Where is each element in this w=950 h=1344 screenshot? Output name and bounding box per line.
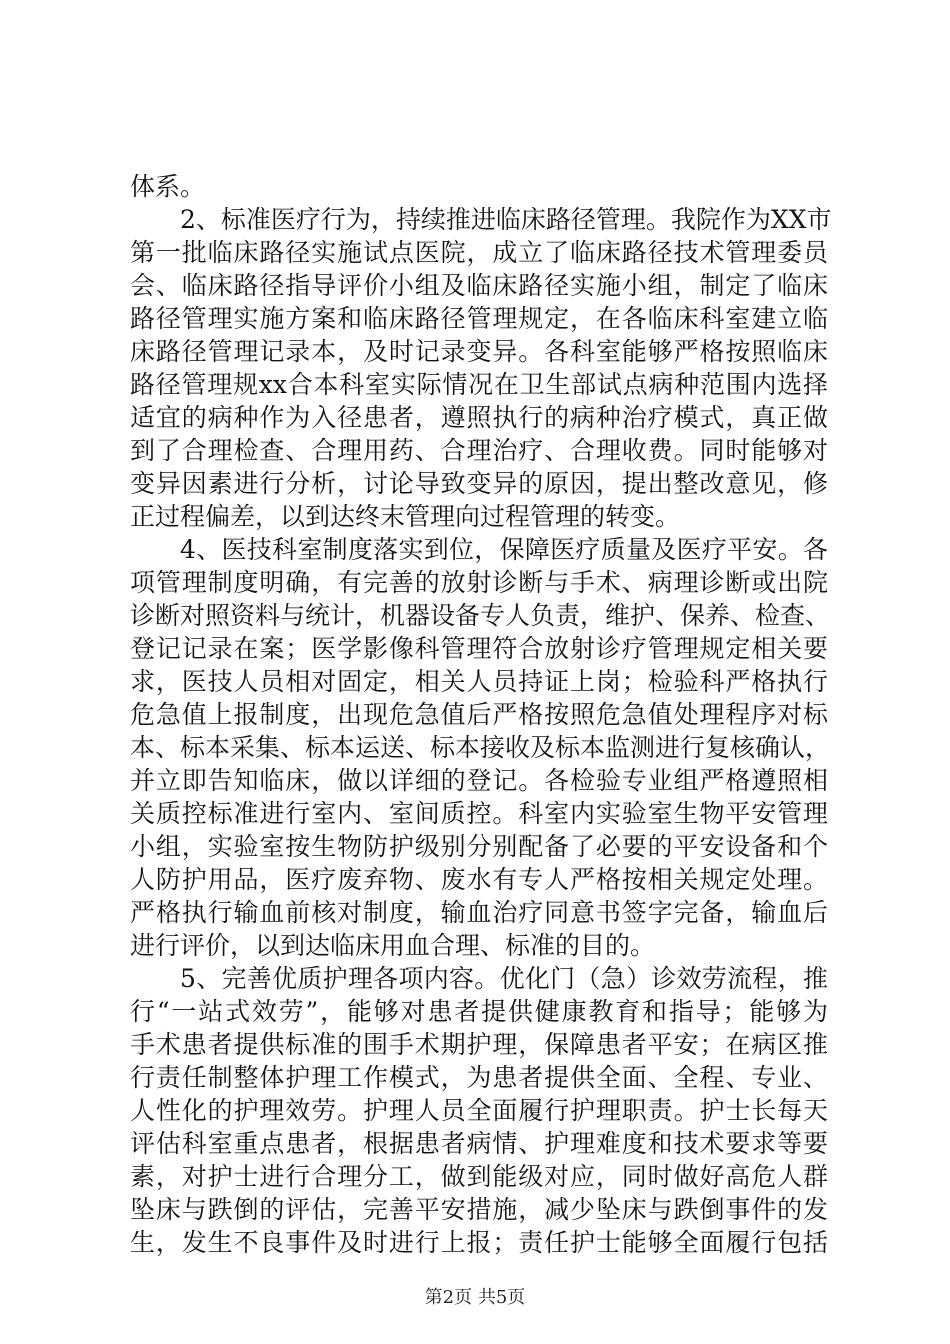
- text-line: 并立即告知临床，做以详细的登记。各检验专业组严格遵照相: [130, 766, 828, 795]
- text-line: 变异因素进行分析，讨论导致变异的原因，提出整改意见，修: [130, 469, 828, 498]
- text-line: 路径管理实施方案和临床路径管理规定，在各临床科室建立临: [130, 304, 828, 333]
- text-line: 素，对护士进行合理分工，做到能级对应，同时做好高危人群: [130, 1162, 828, 1191]
- text-line: 项管理制度明确，有完善的放射诊断与手术、病理诊断或出院: [130, 568, 828, 597]
- page-footer: [0, 1286, 950, 1310]
- text-line: 登记记录在案；医学影像科管理符合放射诊疗管理规定相关要: [130, 634, 828, 663]
- text-line: 会、临床路径指导评价小组及临床路径实施小组，制定了临床: [130, 271, 828, 300]
- text-line: 到了合理检查、合理用药、合理治疗、合理收费。同时能够对: [130, 436, 828, 465]
- text-line: 2、标准医疗行为，持续推进临床路径管理。我院作为XX市: [180, 205, 832, 234]
- text-line: 人性化的护理效劳。护理人员全面履行护理职责。护士长每天: [130, 1096, 828, 1125]
- text-line: 行责任制整体护理工作模式，为患者提供全面、全程、专业、: [130, 1063, 828, 1092]
- text-line: 正过程偏差，以到达终末管理向过程管理的转变。: [130, 502, 681, 531]
- document-body: [130, 170, 832, 1259]
- text-line: 进行评价，以到达临床用血合理、标准的目的。: [130, 931, 656, 960]
- text-line: 适宜的病种作为入径患者，遵照执行的病种治疗模式，真正做: [130, 403, 828, 432]
- paragraph-medical-technology: [130, 533, 831, 962]
- text-line: 路径管理规xx合本科室实际情况在卫生部试点病种范围内选择: [130, 370, 828, 399]
- paragraph-continued: [130, 170, 828, 203]
- text-line: 人防护用品，医疗废弃物、废水有专人严格按相关规定处理。: [130, 865, 828, 894]
- text-line: 小组，实验室按生物防护级别分别配备了必要的平安设备和个: [130, 832, 828, 861]
- text-line: 生，发生不良事件及时进行上报；责任护士能够全面履行包括: [130, 1228, 828, 1257]
- text-line: 严格执行输血前核对制度，输血治疗同意书签字完备，输血后: [130, 898, 828, 927]
- text-line: 床路径管理记录本，及时记录变异。各科室能够严格按照临床: [130, 337, 828, 366]
- text-line: 诊断对照资料与统计，机器设备专人负责，维护、保养、检查、: [130, 601, 831, 630]
- text-line: 手术患者提供标准的围手术期护理，保障患者平安；在病区推: [130, 1030, 828, 1059]
- text-line: 危急值上报制度，出现危急值后严格按照危急值处理程序对标: [130, 700, 828, 729]
- text-line: 关质控标准进行室内、室间质控。科室内实验室生物平安管理: [130, 799, 828, 828]
- text-line: 求，医技人员相对固定，相关人员持证上岗；检验科严格执行: [130, 667, 828, 696]
- text-line: 行“一站式效劳”，能够对患者提供健康教育和指导；能够为: [130, 997, 828, 1026]
- text-line: 第一批临床路径实施试点医院，成立了临床路径技术管理委员: [130, 238, 828, 267]
- paragraph-nursing-care: [130, 962, 828, 1259]
- text-line: 坠床与跌倒的评估，完善平安措施，减少坠床与跌倒事件的发: [130, 1195, 828, 1224]
- text-line: 4、医技科室制度落实到位，保障医疗质量及医疗平安。各: [180, 535, 828, 564]
- paragraph-clinical-pathway: [130, 203, 832, 533]
- text-line: 体系。: [130, 172, 206, 201]
- text-line: 本、标本采集、标本运送、标本接收及标本监测进行复核确认，: [130, 733, 831, 762]
- page-number-label: 第2页 共5页: [424, 1287, 526, 1308]
- text-line: 评估科室重点患者，根据患者病情、护理难度和技术要求等要: [130, 1129, 828, 1158]
- text-line: 5、完善优质护理各项内容。优化门（急）诊效劳流程，推: [180, 964, 828, 993]
